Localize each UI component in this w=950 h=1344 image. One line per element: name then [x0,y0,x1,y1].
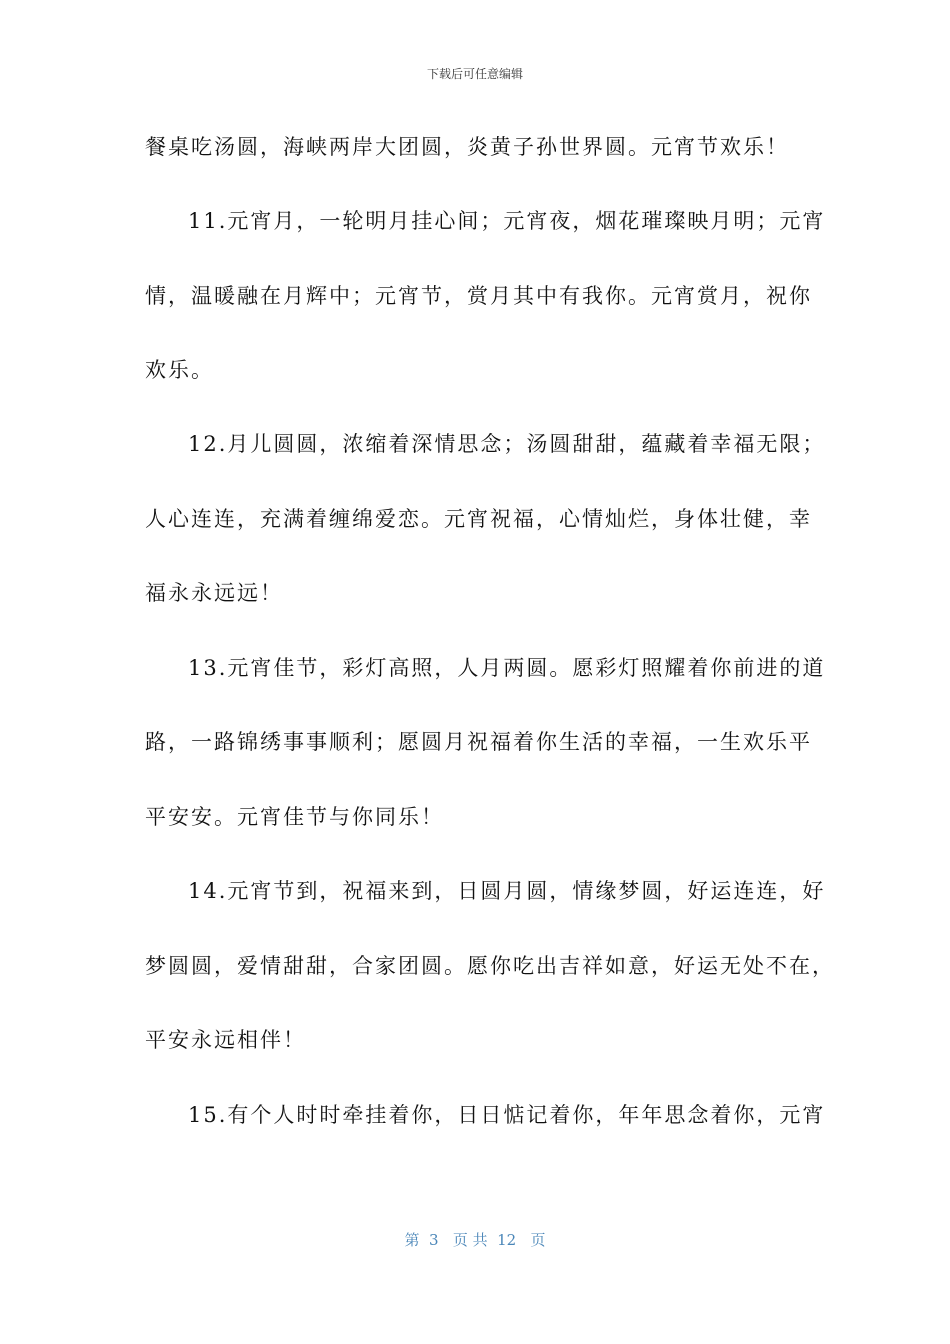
text-line: 梦圆圆，爱情甜甜，合家团圆。愿你吃出吉祥如意，好运无处不在， [145,954,835,978]
text-line: 平安安。元宵佳节与你同乐！ [145,805,444,829]
paragraph-12-line-1: 12.月儿圆圆，浓缩着深情思念；汤圆甜甜，蕴藏着幸福无限； [188,432,826,456]
paragraph-15-line-1: 15.有个人时时牵挂着你，日日惦记着你，年年思念着你，元宵 [188,1103,826,1127]
text-line: 欢乐。 [145,358,214,382]
text-line: 情，温暖融在月辉中；元宵节，赏月其中有我你。元宵赏月，祝你 [145,284,812,308]
text-line: 福永永远远！ [145,581,283,605]
paragraph-13-line-1: 13.元宵佳节，彩灯高照，人月两圆。愿彩灯照耀着你前进的道 [188,656,826,680]
paragraph-14-line-1: 14.元宵节到，祝福来到，日圆月圆，情缘梦圆，好运连连，好 [188,879,826,903]
page-header: 下载后可任意编辑 [426,67,523,81]
text-line: 平安永远相伴！ [145,1028,306,1052]
text-line: 路，一路锦绣事事顺利；愿圆月祝福着你生活的幸福，一生欢乐平 [145,730,812,754]
page-number-footer: 第 3 页 共 12 页 [404,1231,546,1249]
text-line: 餐桌吃汤圆，海峡两岸大团圆，炎黄子孙世界圆。元宵节欢乐！ [145,135,789,159]
text-line: 人心连连，充满着缠绵爱恋。元宵祝福，心情灿烂，身体壮健，幸 [145,507,812,531]
paragraph-11-line-1: 11.元宵月，一轮明月挂心间；元宵夜，烟花璀璨映月明；元宵 [188,209,826,233]
